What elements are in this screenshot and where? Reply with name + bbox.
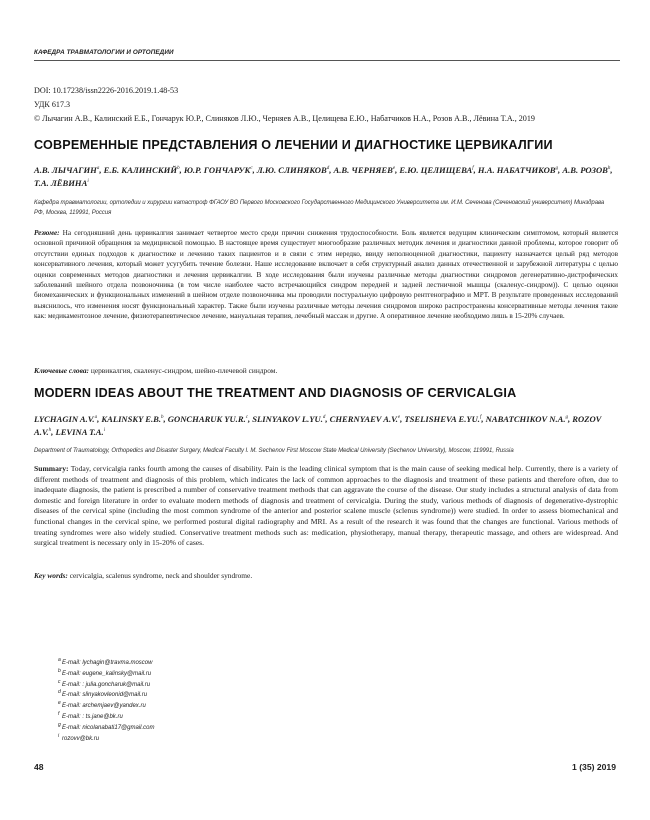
author-name: LYCHAGIN A.V. <box>34 413 95 424</box>
author-name: CHERNYAEV A.V. <box>329 413 398 424</box>
author-affiliation-marker: i <box>103 428 106 434</box>
udk: УДК 617.3 <box>34 100 71 109</box>
abstract-en <box>34 464 618 549</box>
keywords-en-text: cervicalgia, scalenus syndrome, neck and shoulder syndrome. <box>69 571 253 580</box>
author-name: ROZOV A.V. <box>34 413 602 438</box>
footnote-marker: i <box>58 732 60 739</box>
author-affiliation-marker: g <box>555 166 559 171</box>
footnote-email[interactable]: E-mail: : julia.goncharuk@mail.ru <box>62 681 151 688</box>
author-affiliation-marker: h <box>48 428 52 434</box>
keywords-ru <box>34 366 277 376</box>
footnote-item <box>58 667 154 680</box>
footnote-item <box>58 678 154 691</box>
footnote-marker: a <box>58 657 61 663</box>
header-rule <box>34 60 620 61</box>
journal-section-header: КАФЕДРА ТРАВМАТОЛОГИИ И ОРТОПЕДИИ <box>34 49 174 56</box>
author-name: SLINYAKOV L.YU. <box>252 413 323 424</box>
footnote-item <box>58 657 154 669</box>
abstract-en-text: Today, cervicalgia ranks fourth among the causes of disability. Pain is the leading clinical symptom that is the main cause of seeking medical help. Currently, there is a variety of different methods of treatment and diagnosis of this problem, which indicates the lack of common approaches to the diagnosis and treatment of these patients and therefore often, due to inadequate diagnosis, the patient is prescribed a number of conservative treatment methods that can aggravate the course of the disease. Our study includes a structural analysis of data from domestic and foreign literature in order to evaluate modern methods of diagnosis and treatment of cervicalgia. During the study, various methods of diagnosis of degenerative-dystrophic diseases of the cervical spine (including the most common syndrome of the anterior and posterior scalene muscle (sclenus syndrome)) were studied. In order to assess biomechanical and functional changes in the cervical spine, we performed postural digital radiography and MRI. As a result of the research it was found that the changes are functional. Various methods of treating syndromes were also widely studied. Conservative treatment methods such as: medication, physiotherapy, manual therapy, therapeutic massage, and others are widespread. And surgical treatment is necessary only in 15-20% of cases. <box>34 464 619 548</box>
issue-number: 1 (35) 2019 <box>572 762 616 772</box>
author-affiliation-marker: b <box>177 166 180 171</box>
affiliation-ru: Кафедра травматологии, ортопедии и хирургии катастроф ФГАОУ ВО Первого Московского Государственного Медицинского Университета им. И.М. Сеченова (Сеченовский университет) Минздрава РФ, Москва, 119991, Россия <box>34 200 605 216</box>
title-ru: СОВРЕМЕННЫЕ ПРЕДСТАВЛЕНИЯ О ЛЕЧЕНИИ И ДИАГНОСТИКЕ ЦЕРВИКАЛГИИ <box>34 138 553 152</box>
author-name: TSELISHEVA E.YU. <box>404 413 480 424</box>
author-name: KALINSKY E.B. <box>101 413 161 424</box>
page-number: 48 <box>34 762 44 772</box>
keywords-ru-text: цервикалгия, скаленус-синдром, шейно-плечевой синдром. <box>90 366 278 375</box>
footnote-email[interactable]: E-mail: nicolanabati17@gmail.com <box>62 724 155 731</box>
footnote-item <box>58 732 154 745</box>
abstract-ru-label: Резюме: <box>34 229 60 237</box>
footnote-item <box>58 700 154 712</box>
footnote-marker: c <box>58 678 61 685</box>
authors-en: LYCHAGIN A.V.$^a$, KALINSKY E.B.$^b$, GONCHARUK YU.R.$^c$, SLINYAKOV L.YU.$^d$, CHERNYAEV A.V.$^e$, TSELISHEVA E.YU.$^f$, NABATCHIKOV N.A.$^g$, ROZOV A.V.$^h$, LEVINA T.A.$^i$ <box>34 413 602 438</box>
author-name: Т.А. ЛЁВИНА <box>34 178 88 189</box>
author-affiliation-marker: a <box>94 415 98 420</box>
footnote-email[interactable]: E-mail: lychagin@travma.moscow <box>62 660 153 666</box>
author-affiliation-marker: d <box>326 166 330 171</box>
author-name: NABATCHIKOV N.A. <box>485 413 566 424</box>
footnote-marker: b <box>58 667 61 674</box>
author-name: А.В. ЛЫЧАГИН <box>34 164 97 175</box>
footnote-email[interactable]: rozovv@bk.ru <box>62 735 100 742</box>
footnote-item <box>58 689 154 701</box>
author-affiliation-marker: e <box>392 166 396 171</box>
keywords-en-label: Key words: <box>34 571 68 580</box>
author-affiliation-marker: f <box>472 166 474 171</box>
copyright: © Лычагин А.В., Калинский Е.Б., Гончарук Ю.Р., Слиняков Л.Ю., Черняев А.В., Целищева Е.Ю., Набатчиков Н.А., Розов А.В., Лёвина Т.А., 2019 <box>34 114 535 123</box>
author-affiliation-marker: h <box>607 166 611 171</box>
author-affiliation-marker: g <box>565 415 568 420</box>
author-affiliation-marker: c <box>245 415 248 420</box>
author-name: Е.Б. КАЛИНСКИЙ <box>103 164 178 175</box>
author-affiliation-marker: i <box>87 179 89 185</box>
abstract-ru <box>34 228 618 322</box>
abstract-ru-text: На сегодняшний день цервикалгия занимает четвертое место среди причин снижения трудоспособности. Боль является ведущим клиническим симптомом, который является основной причиной обращения за медицинской помощью. В настоящее время существует многообразие различных методик лечения и диагностики данной проблемы, которое говорит об отсутствии единых подходов к диагностике и лечению таких пациентов и в связи с этим нередко, ввиду неполноценной диагностики, пациенту назначается целый ряд методов консервативного лечения, который может усугубить течение болезни. Наше исследование включает в себя структурный анализ данных отечественной и зарубежной литературы с целью оценки современных методов диагностики и лечения цервикалгии. В ходе исследования были изучены различные методы диагностики синдромов дегенеративно-дистрофических заболеваний шейного отдела позвоночника (в том числе наиболее часто встречающийся синдром передней и задней лестничной мышцы (скаленус-синдром)). С целью оценки биомеханических и функциональных изменений в шейном отделе позвоночника мы проводили постуральную цифровую рентгенографию и МРТ. В результате проведенных исследований выяснилось, что изменения носят функциональный характер. Также были изучены различные методы лечения синдромов широко распространены консервативные методы лечения такие как: медикаментозное лечение, физиотерапевтическое лечение, мануальная терапия, лечебный массаж и другие. А оперативное лечение необходимо лишь в 15-20% случаев. <box>34 229 618 321</box>
author-name: Л.Ю. СЛИНЯКОВ <box>256 164 327 175</box>
footnote-email[interactable]: E-mail: eugene_kalinsky@mail.ru <box>62 670 152 677</box>
footnote-marker: e <box>58 700 61 707</box>
footnote-item <box>58 721 155 734</box>
abstract-en-label: Summary: <box>34 464 69 473</box>
doi[interactable]: DOI: 10.17238/issn2226-2016.2019.1.48-53 <box>34 86 179 95</box>
author-affiliation-marker: f <box>479 415 482 420</box>
author-name: Н.А. НАБАТЧИКОВ <box>477 164 556 175</box>
footnote-email[interactable]: E-mail: : ts.jane@bk.ru <box>62 713 123 720</box>
author-affiliation-marker: a <box>96 166 100 171</box>
keywords-en <box>34 571 252 581</box>
author-affiliation-marker: c <box>250 166 253 171</box>
author-name: А.В. ЧЕРНЯЕВ <box>333 164 393 175</box>
author-affiliation-marker: d <box>322 415 326 420</box>
footnote-marker: d <box>58 689 61 696</box>
authors-ru: А.В. ЛЫЧАГИН$^a$, Е.Б. КАЛИНСКИЙ$^b$, Ю.Р. ГОНЧАРУК$^c$, Л.Ю. СЛИНЯКОВ$^d$, А.В. ЧЕРНЯЕВ$^e$, Е.Ю. ЦЕЛИЩЕВА$^f$, Н.А. НАБАТЧИКОВ$^g$, А.В. РОЗОВ$^h$, Т.А. ЛЁВИНА$^i$ <box>34 164 613 189</box>
author-affiliation-marker: b <box>161 415 164 420</box>
author-name: GONCHARUK YU.R. <box>167 413 246 424</box>
author-name: Е.Ю. ЦЕЛИЩЕВА <box>399 164 473 175</box>
keywords-ru-label: Ключевые слова: <box>34 366 89 375</box>
footnotes <box>58 657 155 744</box>
author-name: Ю.Р. ГОНЧАРУК <box>183 164 251 175</box>
author-name: LEVINA T.A. <box>55 427 104 438</box>
footnote-email[interactable]: E-mail: archemjaev@yandex.ru <box>62 703 146 710</box>
author-affiliation-marker: e <box>397 415 401 420</box>
footnote-email[interactable]: E-mail: slinyakovleonid@mail.ru <box>62 692 148 699</box>
footnote-item <box>58 710 154 723</box>
title-en: MODERN IDEAS ABOUT THE TREATMENT AND DIAGNOSIS OF CERVICALGIA <box>34 386 517 400</box>
author-name: А.В. РОЗОВ <box>562 164 608 175</box>
footnote-marker: g <box>58 721 61 728</box>
footnote-marker: f <box>58 710 60 717</box>
affiliation-en: Department of Traumatology, Orthopedics and Disaster Surgery, Medical Faculty I. M. Sechenov First Moscow State Medical University (Sechenov University), Moscow, 119991, Russia <box>34 448 514 454</box>
